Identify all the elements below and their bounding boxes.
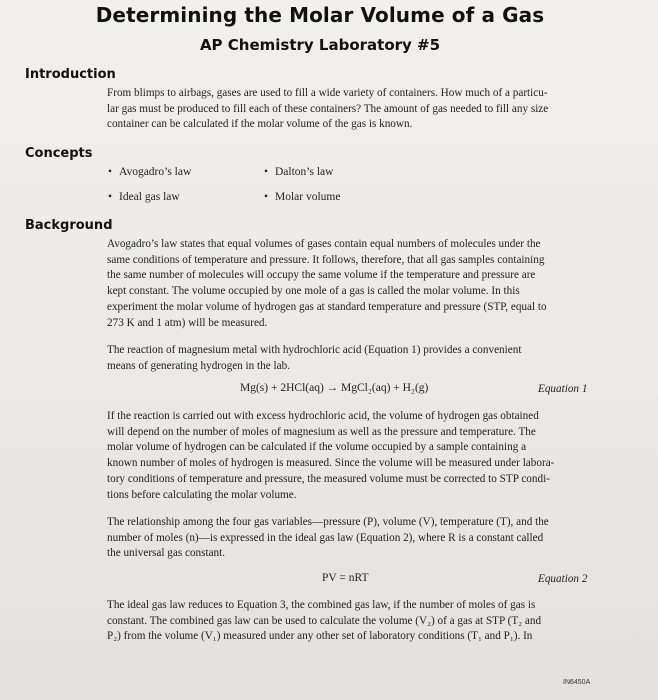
text-line: P₂) from the volume (V₁) measured under any other set of laboratory conditions (T₁ and P₁). In	[107, 630, 533, 643]
bullet-icon: •	[108, 191, 113, 203]
text-line: tory conditions of temperature and pressure, the measured volume must be corrected to STP condi-	[107, 472, 550, 485]
background-paragraph-2	[107, 343, 595, 374]
concept-item: • Avogadro’s law	[108, 166, 192, 178]
concept-item: • Molar volume	[264, 191, 341, 203]
equation-1: Mg(s) + 2HCl(aq) → MgCl₂(aq) + H₂(g)	[240, 382, 429, 394]
background-heading: Background	[25, 218, 113, 233]
bullet-icon: •	[264, 191, 269, 203]
background-paragraph-5	[107, 598, 595, 645]
text-line: constant. The combined gas law can be used to calculate the volume (V₂) of a gas at STP (T₂ and	[107, 614, 542, 627]
equation-2: PV = nRT	[322, 572, 369, 584]
text-line: From blimps to airbags, gases are used to fill a wide variety of containers. How much of a particu-	[107, 87, 548, 99]
equation-2-label: Equation 2	[538, 573, 588, 585]
background-paragraph-3	[107, 409, 595, 503]
text-line: same conditions of temperature and pressure. It follows, therefore, that all gas samples containing	[107, 253, 545, 266]
text-line: The reaction of magnesium metal with hydrochloric acid (Equation 1) provides a convenient	[107, 344, 522, 356]
page-subtitle: AP Chemistry Laboratory #5	[199, 36, 441, 54]
equation-1-label: Equation 1	[538, 383, 588, 395]
concept-item: • Ideal gas law	[108, 191, 180, 203]
text-line: Avogadro’s law states that equal volumes of gases contain equal numbers of molecules under the	[107, 238, 541, 250]
page-title: Determining the Molar Volume of a Gas	[95, 3, 545, 27]
text-line: tions before calculating the molar volume.	[107, 488, 297, 501]
text-line: means of generating hydrogen in the lab.	[107, 359, 290, 372]
text-line: The ideal gas law reduces to Equation 3, the combined gas law, if the number of moles of gas is	[107, 599, 536, 611]
text-line: number of moles (n)—is expressed in the ideal gas law (Equation 2), where R is a constant called	[107, 531, 544, 544]
concept-item: • Dalton’s law	[264, 166, 334, 178]
text-line: experiment the molar volume of hydrogen gas at standard temperature and pressure (STP, equal to	[107, 300, 547, 313]
bullet-icon: •	[108, 166, 113, 178]
background-paragraph-1	[107, 237, 595, 331]
text-line: container can be calculated if the molar volume of the gas is known.	[107, 118, 413, 131]
text-line: the universal gas constant.	[107, 547, 226, 560]
text-line: The relationship among the four gas variables—pressure (P), volume (V), temperature (T), and the	[107, 516, 549, 528]
concepts-heading: Concepts	[25, 146, 93, 161]
introduction-paragraph	[107, 86, 595, 133]
text-line: the same number of molecules will occupy the same volume if the temperature and pressure are	[107, 269, 536, 282]
catalog-code: IN6450A	[563, 679, 591, 686]
text-line: molar volume of hydrogen can be calculated if the volume occupied by a sample containing a	[107, 441, 527, 454]
text-line: If the reaction is carried out with excess hydrochloric acid, the volume of hydrogen gas obtained	[107, 410, 539, 422]
text-line: kept constant. The volume occupied by one mole of a gas is called the molar volume. In this	[107, 285, 520, 298]
text-line: known number of moles of hydrogen is measured. Since the volume will be measured under labora-	[107, 457, 555, 470]
background-paragraph-4	[107, 515, 595, 562]
text-line: lar gas must be produced to fill each of these containers? The amount of gas needed to fill any size	[107, 102, 549, 115]
introduction-heading: Introduction	[25, 67, 116, 82]
text-line: will depend on the number of moles of magnesium as well as the pressure and temperature. The	[107, 425, 536, 438]
bullet-icon: •	[264, 166, 269, 178]
text-line: 273 K and 1 atm) will be measured.	[107, 316, 268, 329]
